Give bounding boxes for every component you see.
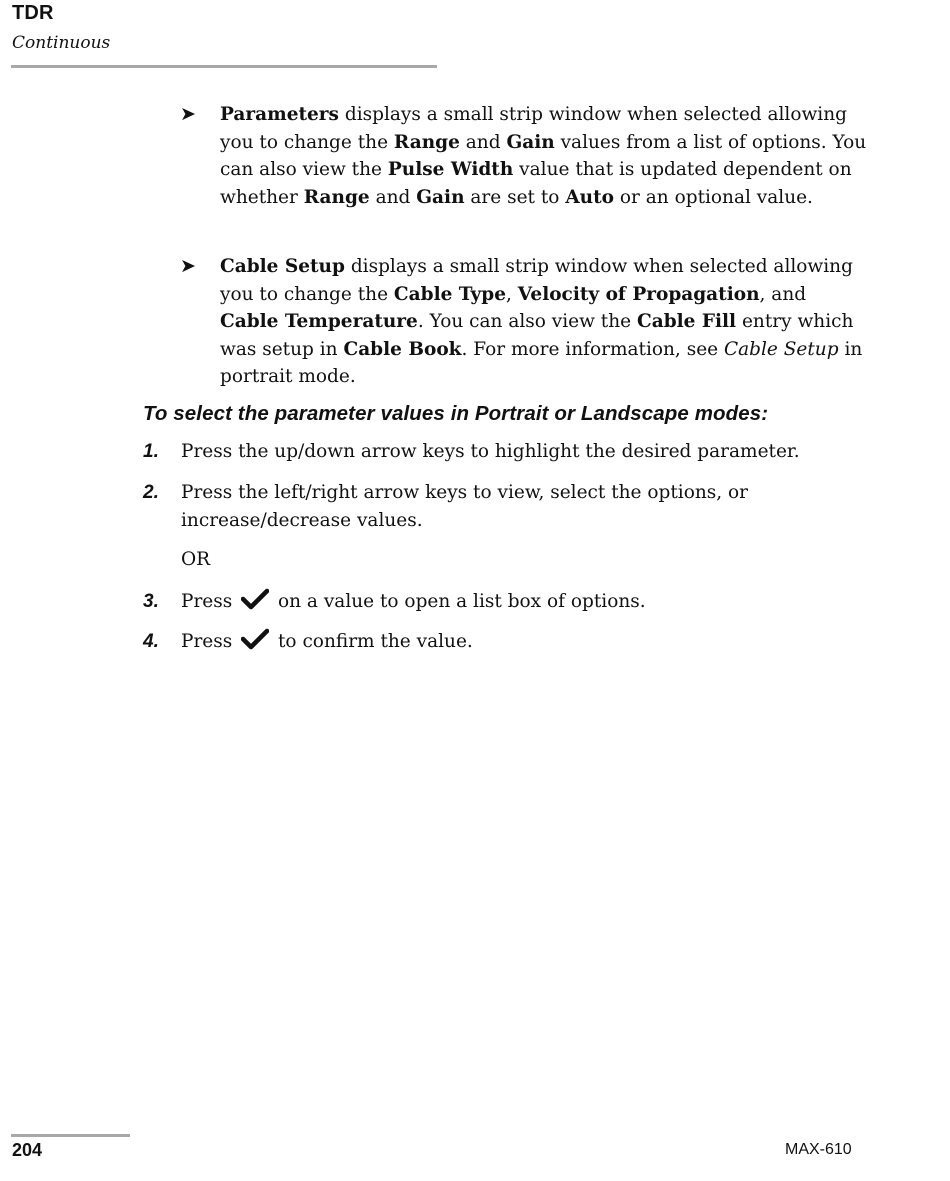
text-run: values from a list of options. You can also view the <box>220 131 867 180</box>
header-title: TDR <box>12 2 54 24</box>
step-number: 1. <box>143 441 159 462</box>
bold-term: Parameters <box>220 104 339 125</box>
checkmark-icon <box>241 588 269 610</box>
text-run: , <box>506 283 518 305</box>
procedure-heading: To select the parameter values in Portrait or Landscape modes: <box>143 402 769 425</box>
bullet-text <box>220 253 870 391</box>
step-number: 2. <box>143 482 159 503</box>
step-item <box>143 588 863 616</box>
bold-term: Gain <box>506 131 555 153</box>
text-run: . You can also view the <box>417 311 637 332</box>
text-run: are set to <box>464 186 566 208</box>
text-run: entry which was setup in <box>220 311 854 360</box>
bullet-arrow-icon: ➤ <box>180 255 196 277</box>
text-run: displays a small strip window when selected allowing you to change the <box>220 104 847 153</box>
text-run: and <box>459 131 507 153</box>
text-run: in portrait mode. <box>220 338 863 387</box>
header-subtitle: Continuous <box>12 33 111 53</box>
footer-rule <box>11 1134 130 1137</box>
step-number: 4. <box>143 631 159 652</box>
text-run: value that is updated dependent on whether <box>220 159 852 208</box>
bullet-text <box>220 101 870 211</box>
bold-term: Cable Fill <box>636 311 737 332</box>
bold-term: Pulse Width <box>387 159 514 180</box>
checkmark-icon <box>241 628 269 650</box>
text-run: . For more information, see <box>461 338 724 360</box>
step-item <box>143 628 863 656</box>
bold-term: Gain <box>416 186 465 208</box>
step-item <box>143 438 863 466</box>
step-text: Press the up/down arrow keys to highlight the desired parameter. <box>181 441 800 462</box>
bold-term: Range <box>303 186 370 208</box>
bullet-item-cable-setup <box>180 253 870 391</box>
bold-term: Velocity of Propagation <box>517 283 760 305</box>
step-number: 3. <box>143 591 159 612</box>
text-run: or an optional value. <box>614 186 813 208</box>
or-text: OR <box>181 549 211 570</box>
page-number: 204 <box>12 1140 43 1160</box>
text-run: and <box>369 186 417 208</box>
bullet-arrow-icon: ➤ <box>180 103 196 125</box>
step-text: Press to confirm the value. <box>181 628 863 656</box>
bold-term: Cable Temperature <box>220 311 418 332</box>
italic-reference: Cable Setup <box>723 338 839 360</box>
header-rule <box>11 65 437 68</box>
bold-term: Auto <box>565 186 615 208</box>
step-text: Press on a value to open a list box of options. <box>181 588 863 616</box>
bold-term: Range <box>393 131 460 153</box>
bold-term: Cable Type <box>393 283 506 305</box>
text-run: displays a small strip window when selected allowing you to change the <box>220 256 853 305</box>
text-run: , and <box>759 283 807 305</box>
bullet-item-parameters <box>180 101 870 211</box>
step-text: Press the left/right arrow keys to view, select the options, or increase/decrease values. <box>181 482 749 531</box>
step-item <box>143 479 863 534</box>
bold-term: Cable Setup <box>220 256 345 277</box>
bold-term: Cable Book <box>343 338 462 360</box>
product-name: MAX-610 <box>785 1141 852 1158</box>
